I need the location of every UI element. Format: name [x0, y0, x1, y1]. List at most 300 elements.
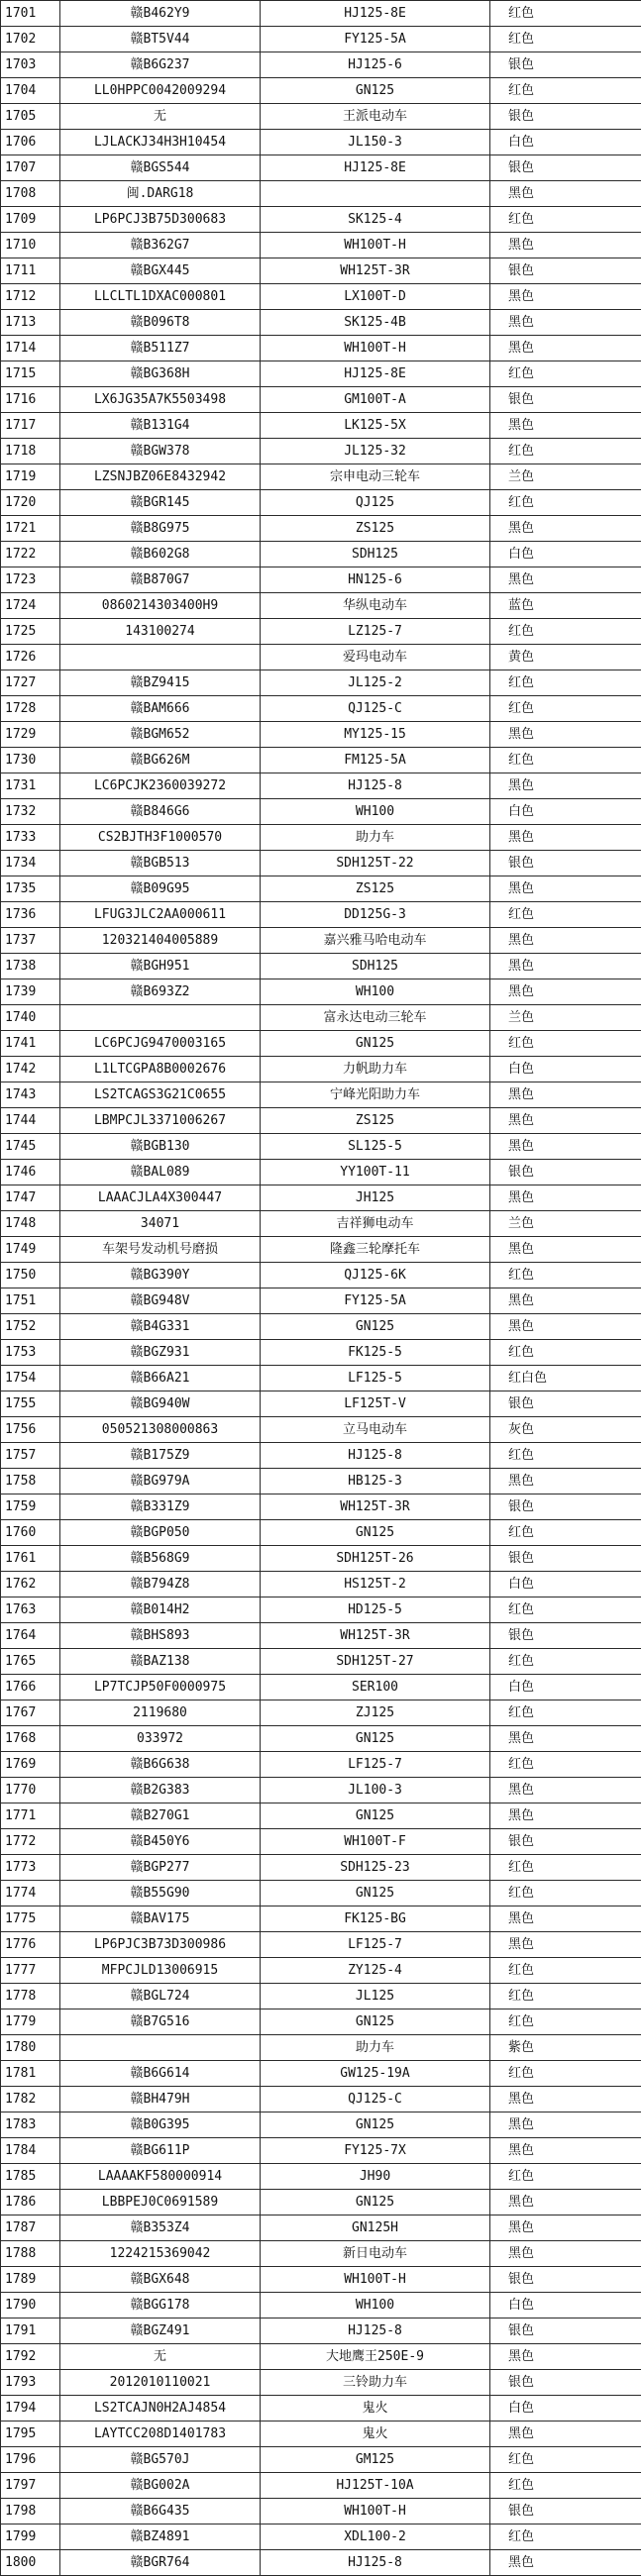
plate-or-frame-number: 赣BG368H [60, 361, 261, 387]
plate-or-frame-number: 赣B55G90 [60, 1881, 261, 1906]
vehicle-model: QJ125-C [261, 696, 490, 722]
table-row [1, 361, 641, 387]
vehicle-color: 红色 [490, 207, 641, 233]
plate-or-frame-number: 赣BZ9415 [60, 670, 261, 696]
table-row [1, 104, 641, 130]
row-number: 1716 [1, 387, 60, 413]
row-number: 1740 [1, 1005, 60, 1031]
table-row [1, 2344, 641, 2370]
table-row [1, 2241, 641, 2267]
vehicle-color: 银色 [490, 1623, 641, 1649]
row-number: 1717 [1, 413, 60, 439]
table-row [1, 1469, 641, 1494]
table-row [1, 1855, 641, 1881]
vehicle-model: JH90 [261, 2164, 490, 2190]
table-row [1, 1366, 641, 1391]
vehicle-model: 三铃助力车 [261, 2370, 490, 2396]
row-number: 1757 [1, 1443, 60, 1469]
vehicle-model: HJ125-8 [261, 2550, 490, 2576]
vehicle-color: 银色 [490, 1494, 641, 1520]
vehicle-model: 宁峰光阳助力车 [261, 1082, 490, 1108]
table-row [1, 2138, 641, 2164]
vehicle-model: 富永达电动三轮车 [261, 1005, 490, 1031]
table-row [1, 2267, 641, 2293]
table-row [1, 1984, 641, 2009]
plate-or-frame-number: LAAACJLA4X300447 [60, 1185, 261, 1211]
vehicle-model: WH100 [261, 979, 490, 1005]
plate-or-frame-number: 赣BG611P [60, 2138, 261, 2164]
table-row [1, 1134, 641, 1160]
row-number: 1725 [1, 619, 60, 645]
plate-or-frame-number: 赣BGG178 [60, 2293, 261, 2318]
vehicle-color: 黑色 [490, 876, 641, 902]
vehicle-model: WH100 [261, 2293, 490, 2318]
row-number: 1799 [1, 2524, 60, 2550]
row-number: 1781 [1, 2061, 60, 2087]
table-row [1, 593, 641, 619]
vehicle-model: LF125T-V [261, 1391, 490, 1417]
vehicle-color: 银色 [490, 258, 641, 284]
plate-or-frame-number: 赣BAL089 [60, 1160, 261, 1185]
row-number: 1778 [1, 1984, 60, 2009]
vehicle-model: 助力车 [261, 825, 490, 851]
vehicle-color: 黑色 [490, 825, 641, 851]
row-number: 1739 [1, 979, 60, 1005]
vehicle-model: WH100T-H [261, 2267, 490, 2293]
vehicle-model: 力帆助力车 [261, 1057, 490, 1082]
table-row [1, 1237, 641, 1263]
table-row [1, 52, 641, 78]
table-row [1, 2318, 641, 2344]
vehicle-color: 红色 [490, 1752, 641, 1778]
vehicle-model: SL125-5 [261, 1134, 490, 1160]
plate-or-frame-number: 1224215369042 [60, 2241, 261, 2267]
table-row [1, 567, 641, 593]
row-number: 1704 [1, 78, 60, 104]
vehicle-color: 红色 [490, 2009, 641, 2035]
vehicle-model: 大地鹰王250E-9 [261, 2344, 490, 2370]
row-number: 1729 [1, 722, 60, 748]
plate-or-frame-number: 赣B870G7 [60, 567, 261, 593]
vehicle-color: 红白色 [490, 1366, 641, 1391]
row-number: 1800 [1, 2550, 60, 2576]
plate-or-frame-number: 赣B353Z4 [60, 2215, 261, 2241]
vehicle-model: JL100-3 [261, 1778, 490, 1803]
row-number: 1744 [1, 1108, 60, 1134]
row-number: 1733 [1, 825, 60, 851]
row-number: 1720 [1, 490, 60, 516]
vehicle-color: 蓝色 [490, 593, 641, 619]
row-number: 1790 [1, 2293, 60, 2318]
vehicle-model: WH100T-H [261, 233, 490, 258]
vehicle-model: 立马电动车 [261, 1417, 490, 1443]
vehicle-model: LK125-5X [261, 413, 490, 439]
plate-or-frame-number: 赣B511Z7 [60, 336, 261, 361]
vehicle-model: SDH125T-27 [261, 1649, 490, 1675]
vehicle-color: 红色 [490, 1, 641, 27]
plate-or-frame-number: 赣B4G331 [60, 1314, 261, 1340]
vehicle-color: 黑色 [490, 2215, 641, 2241]
plate-or-frame-number: 赣BGP050 [60, 1520, 261, 1546]
plate-or-frame-number: 赣B6G638 [60, 1752, 261, 1778]
row-number: 1705 [1, 104, 60, 130]
vehicle-color: 红色 [490, 696, 641, 722]
row-number: 1794 [1, 2396, 60, 2421]
table-row [1, 1494, 641, 1520]
vehicle-color: 银色 [490, 851, 641, 876]
plate-or-frame-number: 赣BAZ138 [60, 1649, 261, 1675]
vehicle-color: 白色 [490, 542, 641, 567]
row-number: 1766 [1, 1675, 60, 1700]
vehicle-color: 白色 [490, 2396, 641, 2421]
row-number: 1789 [1, 2267, 60, 2293]
plate-or-frame-number: 0860214303400H9 [60, 593, 261, 619]
vehicle-color: 黑色 [490, 310, 641, 336]
plate-or-frame-number: 赣BGZ491 [60, 2318, 261, 2344]
vehicle-model: QJ125-C [261, 2087, 490, 2112]
table-row [1, 1288, 641, 1314]
row-number: 1786 [1, 2190, 60, 2215]
plate-or-frame-number: LP6PCJ3B75D300683 [60, 207, 261, 233]
table-row [1, 1314, 641, 1340]
plate-or-frame-number: 赣B2G383 [60, 1778, 261, 1803]
plate-or-frame-number: 赣BG626M [60, 748, 261, 773]
vehicle-color: 黑色 [490, 928, 641, 954]
table-row [1, 284, 641, 310]
vehicle-model: WH100T-F [261, 1829, 490, 1855]
plate-or-frame-number: 赣B462Y9 [60, 1, 261, 27]
vehicle-model: SDH125 [261, 542, 490, 567]
table-row [1, 619, 641, 645]
vehicle-color: 黑色 [490, 2190, 641, 2215]
table-row [1, 1649, 641, 1675]
plate-or-frame-number: LP7TCJP50F0000975 [60, 1675, 261, 1700]
table-row [1, 258, 641, 284]
vehicle-color: 黑色 [490, 979, 641, 1005]
table-row [1, 542, 641, 567]
row-number: 1777 [1, 1958, 60, 1984]
plate-or-frame-number: 赣BG940W [60, 1391, 261, 1417]
row-number: 1745 [1, 1134, 60, 1160]
row-number: 1731 [1, 773, 60, 799]
vehicle-color: 黑色 [490, 413, 641, 439]
table-row [1, 2035, 641, 2061]
row-number: 1709 [1, 207, 60, 233]
vehicle-model: LX100T-D [261, 284, 490, 310]
row-number: 1782 [1, 2087, 60, 2112]
vehicle-model: JL150-3 [261, 130, 490, 155]
vehicle-color: 黑色 [490, 954, 641, 979]
vehicle-model: HD125-5 [261, 1597, 490, 1623]
vehicle-model: 吉祥狮电动车 [261, 1211, 490, 1237]
table-row [1, 2061, 641, 2087]
vehicle-model: GN125 [261, 1803, 490, 1829]
vehicle-color: 黑色 [490, 1314, 641, 1340]
row-number: 1768 [1, 1726, 60, 1752]
table-row [1, 851, 641, 876]
vehicle-color: 黑色 [490, 2112, 641, 2138]
vehicle-model: 嘉兴雅马哈电动车 [261, 928, 490, 954]
plate-or-frame-number: 赣B331Z9 [60, 1494, 261, 1520]
table-row [1, 1700, 641, 1726]
row-number: 1773 [1, 1855, 60, 1881]
table-row [1, 2164, 641, 2190]
vehicle-color: 银色 [490, 1391, 641, 1417]
table-row [1, 2087, 641, 2112]
vehicle-model: SK125-4 [261, 207, 490, 233]
row-number: 1726 [1, 645, 60, 670]
table-row [1, 1031, 641, 1057]
vehicle-model: FY125-5A [261, 1288, 490, 1314]
plate-or-frame-number: 2119680 [60, 1700, 261, 1726]
row-number: 1724 [1, 593, 60, 619]
table-row [1, 825, 641, 851]
vehicle-color: 黑色 [490, 1082, 641, 1108]
table-row [1, 1778, 641, 1803]
row-number: 1712 [1, 284, 60, 310]
row-number: 1751 [1, 1288, 60, 1314]
vehicle-model: GN125 [261, 1726, 490, 1752]
vehicle-model: WH125T-3R [261, 1494, 490, 1520]
vehicle-color: 黑色 [490, 1108, 641, 1134]
table-row [1, 1932, 641, 1958]
vehicle-color: 黑色 [490, 2087, 641, 2112]
vehicle-color: 黑色 [490, 1134, 641, 1160]
vehicle-color: 红色 [490, 1700, 641, 1726]
row-number: 1787 [1, 2215, 60, 2241]
vehicle-model: ZS125 [261, 876, 490, 902]
row-number: 1711 [1, 258, 60, 284]
plate-or-frame-number: 2012010110021 [60, 2370, 261, 2396]
plate-or-frame-number: LP6PJC3B73D300986 [60, 1932, 261, 1958]
vehicle-model: HN125-6 [261, 567, 490, 593]
table-row [1, 490, 641, 516]
plate-or-frame-number: 赣B693Z2 [60, 979, 261, 1005]
table-row [1, 413, 641, 439]
vehicle-color: 红色 [490, 1031, 641, 1057]
plate-or-frame-number: 车架号发动机号磨损 [60, 1237, 261, 1263]
vehicle-model: LZ125-7 [261, 619, 490, 645]
row-number: 1770 [1, 1778, 60, 1803]
table-row [1, 748, 641, 773]
vehicle-model: FY125-7X [261, 2138, 490, 2164]
vehicle-model: GN125 [261, 1881, 490, 1906]
row-number: 1708 [1, 181, 60, 207]
vehicle-color: 灰色 [490, 1417, 641, 1443]
plate-or-frame-number: 赣BGB513 [60, 851, 261, 876]
row-number: 1761 [1, 1546, 60, 1572]
vehicle-model: XDL100-2 [261, 2524, 490, 2550]
plate-or-frame-number: 赣B6G435 [60, 2499, 261, 2524]
row-number: 1721 [1, 516, 60, 542]
table-row [1, 387, 641, 413]
vehicle-model: ZS125 [261, 1108, 490, 1134]
plate-or-frame-number: LC6PCJG9470003165 [60, 1031, 261, 1057]
vehicle-color: 黑色 [490, 773, 641, 799]
vehicle-color: 黑色 [490, 233, 641, 258]
vehicle-color: 红色 [490, 1958, 641, 1984]
vehicle-color: 银色 [490, 52, 641, 78]
table-row [1, 696, 641, 722]
row-number: 1763 [1, 1597, 60, 1623]
plate-or-frame-number: 赣B131G4 [60, 413, 261, 439]
table-row [1, 1160, 641, 1185]
table-row [1, 155, 641, 181]
vehicle-color: 白色 [490, 2293, 641, 2318]
table-row [1, 1829, 641, 1855]
row-number: 1735 [1, 876, 60, 902]
plate-or-frame-number: 赣BAV175 [60, 1906, 261, 1932]
table-row [1, 207, 641, 233]
plate-or-frame-number: 赣BGZ931 [60, 1340, 261, 1366]
row-number: 1775 [1, 1906, 60, 1932]
plate-or-frame-number: 赣B6G614 [60, 2061, 261, 2087]
vehicle-color: 红色 [490, 1881, 641, 1906]
vehicle-color: 黑色 [490, 722, 641, 748]
vehicle-color: 红色 [490, 2447, 641, 2473]
vehicle-model: GN125 [261, 2112, 490, 2138]
vehicle-model: WH125T-3R [261, 1623, 490, 1649]
vehicle-model: 鬼火 [261, 2421, 490, 2447]
vehicle-model: WH100T-H [261, 2499, 490, 2524]
vehicle-color: 红色 [490, 361, 641, 387]
vehicle-model: SDH125 [261, 954, 490, 979]
table-row [1, 233, 641, 258]
row-number: 1749 [1, 1237, 60, 1263]
vehicle-model: FY125-5A [261, 27, 490, 52]
plate-or-frame-number: 赣B794Z8 [60, 1572, 261, 1597]
plate-or-frame-number: 赣B846G6 [60, 799, 261, 825]
table-row [1, 2396, 641, 2421]
vehicle-color: 黑色 [490, 1288, 641, 1314]
row-number: 1737 [1, 928, 60, 954]
vehicle-model: QJ125 [261, 490, 490, 516]
plate-or-frame-number: 赣B0G395 [60, 2112, 261, 2138]
plate-or-frame-number: 赣B362G7 [60, 233, 261, 258]
table-row [1, 1623, 641, 1649]
row-number: 1748 [1, 1211, 60, 1237]
vehicle-model: WH100T-H [261, 336, 490, 361]
row-number: 1755 [1, 1391, 60, 1417]
vehicle-color: 兰色 [490, 1211, 641, 1237]
row-number: 1727 [1, 670, 60, 696]
row-number: 1769 [1, 1752, 60, 1778]
table-row [1, 1572, 641, 1597]
row-number: 1722 [1, 542, 60, 567]
table-row [1, 2009, 641, 2035]
plate-or-frame-number: LX6JG35A7K5503498 [60, 387, 261, 413]
vehicle-model: YY100T-11 [261, 1160, 490, 1185]
vehicle-color: 红色 [490, 1263, 641, 1288]
table-row [1, 130, 641, 155]
vehicle-color: 红色 [490, 490, 641, 516]
row-number: 1756 [1, 1417, 60, 1443]
vehicle-model: HJ125-8 [261, 1443, 490, 1469]
vehicle-model: 王派电动车 [261, 104, 490, 130]
plate-or-frame-number: 赣BHS893 [60, 1623, 261, 1649]
plate-or-frame-number: 无 [60, 2344, 261, 2370]
row-number: 1734 [1, 851, 60, 876]
table-row [1, 1520, 641, 1546]
vehicle-model: SDH125T-22 [261, 851, 490, 876]
vehicle-model: GM125 [261, 2447, 490, 2473]
table-row [1, 439, 641, 464]
plate-or-frame-number: LZSNJBZ06E8432942 [60, 464, 261, 490]
vehicle-color: 红色 [490, 619, 641, 645]
plate-or-frame-number: 赣B09G95 [60, 876, 261, 902]
vehicle-model: SK125-4B [261, 310, 490, 336]
plate-or-frame-number: MFPCJLD13006915 [60, 1958, 261, 1984]
plate-or-frame-number: 120321404005889 [60, 928, 261, 954]
row-number: 1706 [1, 130, 60, 155]
row-number: 1743 [1, 1082, 60, 1108]
table-row [1, 310, 641, 336]
vehicle-color: 黑色 [490, 1932, 641, 1958]
plate-or-frame-number: LAAAAKF580000914 [60, 2164, 261, 2190]
plate-or-frame-number: 赣BG390Y [60, 1263, 261, 1288]
table-row [1, 1057, 641, 1082]
vehicle-color: 红色 [490, 748, 641, 773]
vehicle-model: GN125 [261, 2190, 490, 2215]
row-number: 1747 [1, 1185, 60, 1211]
table-row [1, 1417, 641, 1443]
vehicle-color: 黑色 [490, 567, 641, 593]
vehicle-color: 红色 [490, 670, 641, 696]
vehicle-model: LF125-7 [261, 1932, 490, 1958]
table-row [1, 181, 641, 207]
vehicle-model: GN125 [261, 1031, 490, 1057]
plate-or-frame-number: LC6PCJK2360039272 [60, 773, 261, 799]
row-number: 1752 [1, 1314, 60, 1340]
vehicle-color: 黑色 [490, 1237, 641, 1263]
vehicle-model: 鬼火 [261, 2396, 490, 2421]
vehicle-model: ZJ125 [261, 1700, 490, 1726]
vehicle-model: 隆鑫三轮摩托车 [261, 1237, 490, 1263]
vehicle-model: HJ125-8E [261, 361, 490, 387]
plate-or-frame-number: CS2BJTH3F1000570 [60, 825, 261, 851]
plate-or-frame-number: 050521308000863 [60, 1417, 261, 1443]
table-row [1, 979, 641, 1005]
table-row [1, 799, 641, 825]
plate-or-frame-number: 赣B096T8 [60, 310, 261, 336]
row-number: 1701 [1, 1, 60, 27]
row-number: 1742 [1, 1057, 60, 1082]
vehicle-model: ZS125 [261, 516, 490, 542]
plate-or-frame-number: 赣BGB130 [60, 1134, 261, 1160]
vehicle-color: 黑色 [490, 284, 641, 310]
table-row [1, 1391, 641, 1417]
row-number: 1719 [1, 464, 60, 490]
plate-or-frame-number: 闽.DARG18 [60, 181, 261, 207]
vehicle-color: 兰色 [490, 464, 641, 490]
vehicle-color: 银色 [490, 2318, 641, 2344]
plate-or-frame-number: 赣BT5V44 [60, 27, 261, 52]
row-number: 1791 [1, 2318, 60, 2344]
vehicle-color: 红色 [490, 439, 641, 464]
row-number: 1732 [1, 799, 60, 825]
table-row [1, 1958, 641, 1984]
vehicle-color: 黑色 [490, 2138, 641, 2164]
table-row [1, 876, 641, 902]
plate-or-frame-number [60, 645, 261, 670]
table-row [1, 1340, 641, 1366]
row-number: 1776 [1, 1932, 60, 1958]
vehicle-color: 银色 [490, 2267, 641, 2293]
vehicle-color: 红色 [490, 78, 641, 104]
row-number: 1753 [1, 1340, 60, 1366]
vehicle-color: 黑色 [490, 516, 641, 542]
plate-or-frame-number: 赣BG002A [60, 2473, 261, 2499]
